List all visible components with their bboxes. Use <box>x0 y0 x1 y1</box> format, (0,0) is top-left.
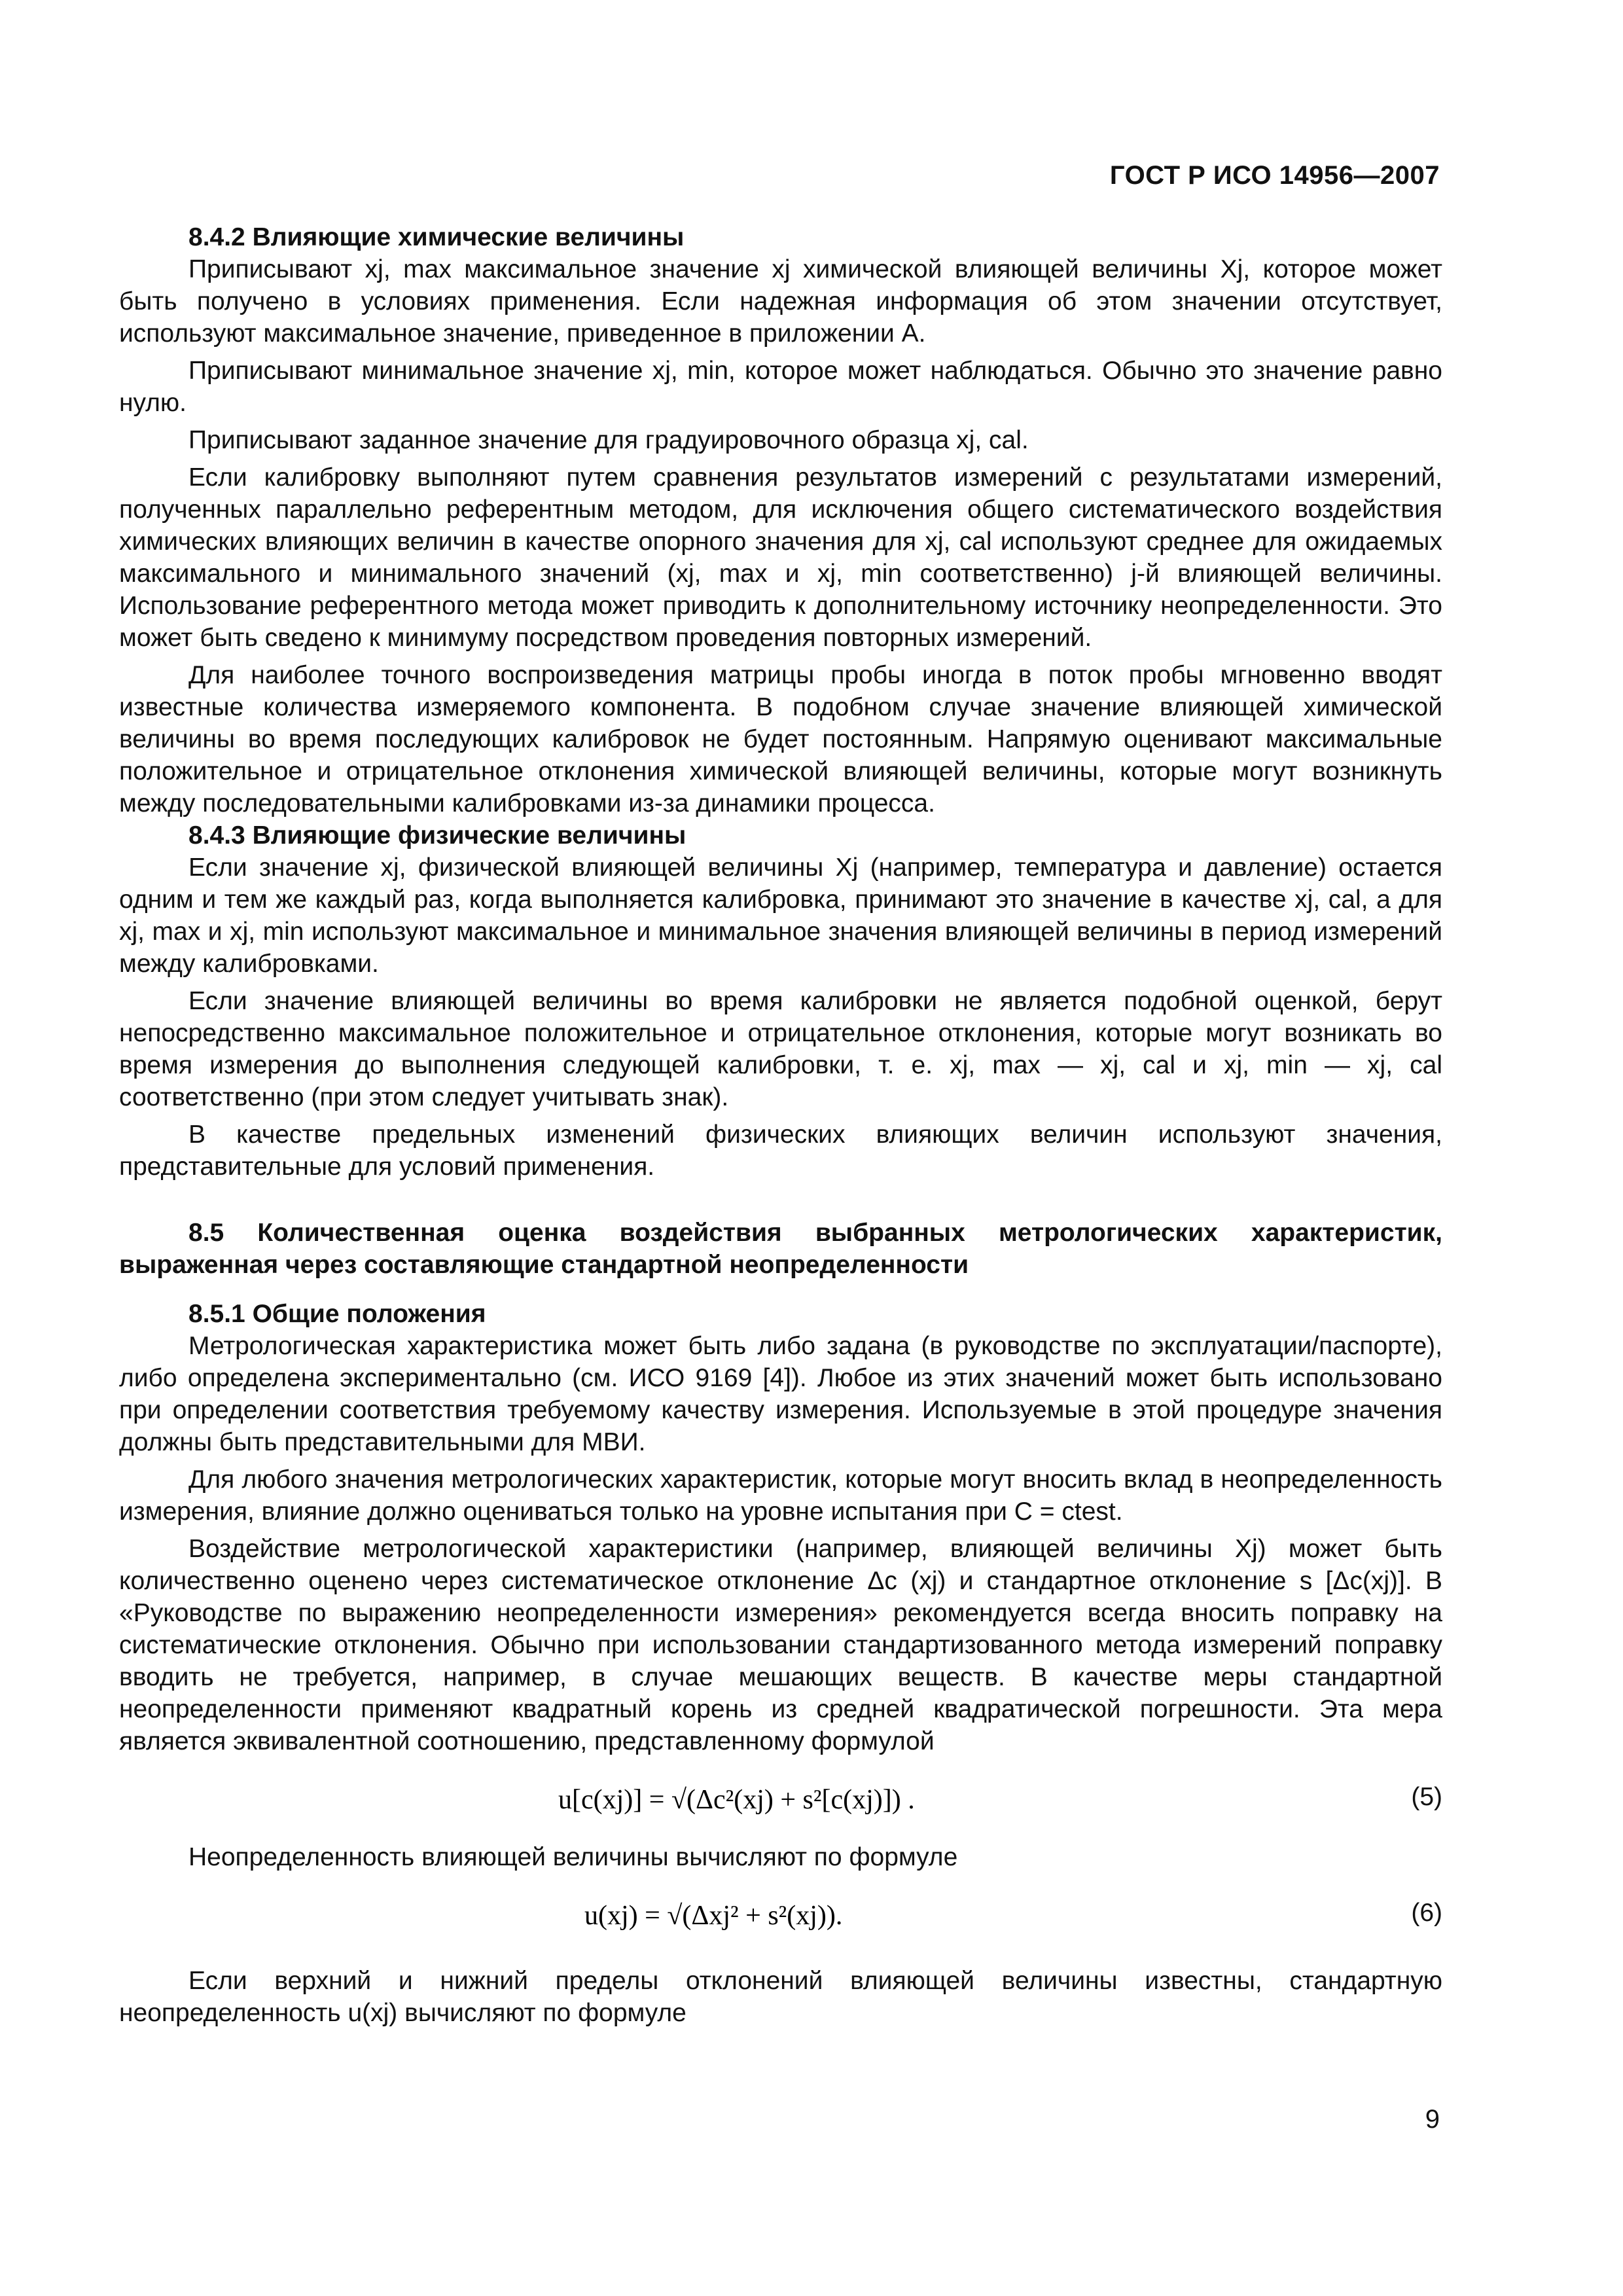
paragraph: Если калибровку выполняют путем сравнения результатов измерений с результатами измерений, полученных параллельно референтным методом, для исключения общего систематического воздействия химических влияющих величин в качестве опорного значения для xj, cal используют среднее для ожидаемых максимального и минимального значений (xj, max и xj, min соответственно) j-й влияющей величины. Использование референтного метода может приводить к дополнительному источнику неопределенности. Это может быть сведено к минимуму посредством проведения повторных измерений. <box>119 463 1442 652</box>
formula-6 <box>119 1885 1442 1948</box>
formula-6-graphic <box>578 1885 984 1948</box>
heading-8-5: 8.5 Количественная оценка воздействия выбранных метрологических характеристик, выраженная через составляющие стандартной неопределенности <box>119 1219 1442 1279</box>
heading-8-4-3: 8.4.3 Влияющие физические величины <box>188 821 687 850</box>
paragraph: Приписывают минимальное значение xj, min, которое может наблюдаться. Обычно это значение равно нулю. <box>119 357 1442 417</box>
formula-5-number: (5) <box>1411 1783 1442 1811</box>
heading-8-4-2: 8.4.2 Влияющие химические величины <box>188 223 685 251</box>
paragraph: Приписывают заданное значение для градуировочного образца xj, cal. <box>188 426 1029 454</box>
page-number: 9 <box>1425 2105 1440 2134</box>
formula-6-text: u(xj) = √(Δxj² + s²(xj)). <box>584 1901 843 1931</box>
paragraph: Если значение влияющей величины во время калибровки не является подобной оценкой, берут непосредственно максимальное положительное и отрицательное отклонения, которые могут возникать во время измерения до выполнения следующей калибровки, т. е. xj, max — xj, cal и xj, min — xj, cal соответственно (при этом следует учитывать знак). <box>119 987 1442 1111</box>
formula-5-text: u[c(xj)] = √(Δc²(xj) + s²[c(xj)]) . <box>558 1785 915 1815</box>
formula-6-number: (6) <box>1411 1899 1442 1927</box>
paragraph: Приписывают xj, max максимальное значение xj химической влияющей величины Xj, которое может быть получено в условиях применения. Если надежная информация об этом значении отсутствует, используют максимальное значение, приведенное в приложении А. <box>119 255 1443 348</box>
paragraph: Неопределенность влияющей величины вычисляют по формуле <box>188 1843 958 1871</box>
paragraph: Для наиболее точного воспроизведения матрицы пробы иногда в поток пробы мгновенно вводят известные количества измеряемого компонента. В подобном случае значение влияющей химической величины во время последующих калибровок не будет постоянным. Напрямую оценивают максимальные положительное и отрицательное отклонения химической влияющей величины, которые могут возникнуть между последовательными калибровками из-за динамики процесса. <box>119 661 1442 817</box>
heading-8-5-1: 8.5.1 Общие положения <box>188 1300 486 1328</box>
document-body <box>119 221 1442 2029</box>
formula-5-graphic <box>552 1769 1010 1832</box>
paragraph: Метрологическая характеристика может быть либо задана (в руководстве по эксплуатации/паспорте), либо определена экспериментально (см. ИСО 9169 [4]). Любое из этих значений может быть использовано при определении соответствия требуемому качеству измерения. Используемые в этой процедуре значения должны быть представительными для МВИ. <box>119 1332 1442 1456</box>
paragraph: Если значение xj, физической влияющей величины Xj (например, температура и давление) остается одним и тем же каждый раз, когда выполняется калибровка, принимают это значение в качестве xj, cal, а для xj, max и xj, min используют максимальное и минимальное значения влияющей величины в период измерений между калибровками. <box>119 853 1443 978</box>
paragraph: В качестве предельных изменений физических влияющих величин используют значения, представительные для условий применения. <box>119 1121 1442 1181</box>
paragraph: Для любого значения метрологических характеристик, которые могут вносить вклад в неопределенность измерения, влияние должно оцениваться только на уровне испытания при C = ctest. <box>119 1465 1442 1526</box>
paragraph: Воздействие метрологической характеристики (например, влияющей величины Xj) может быть количественно оценено через систематическое отклонение Δc (xj) и стандартное отклонение s [Δc(xj)]. В «Руководстве по выражению неопределенности измерения» рекомендуется всегда вносить поправку на систематические отклонения. Обычно при использовании стандартизованного метода измерений поправку вводить не требуется, например, в случае мешающих веществ. В качестве меры стандартной неопределенности применяют квадратный корень из средней квадратической погрешности. Эта мера является эквивалентной соотношению, представленному формулой <box>119 1535 1442 1755</box>
formula-5 <box>119 1769 1442 1832</box>
paragraph: Если верхний и нижний пределы отклонений влияющей величины известны, стандартную неопределенность u(xj) вычисляют по формуле <box>119 1967 1442 2027</box>
standard-header: ГОСТ Р ИСО 14956—2007 <box>1109 161 1440 190</box>
